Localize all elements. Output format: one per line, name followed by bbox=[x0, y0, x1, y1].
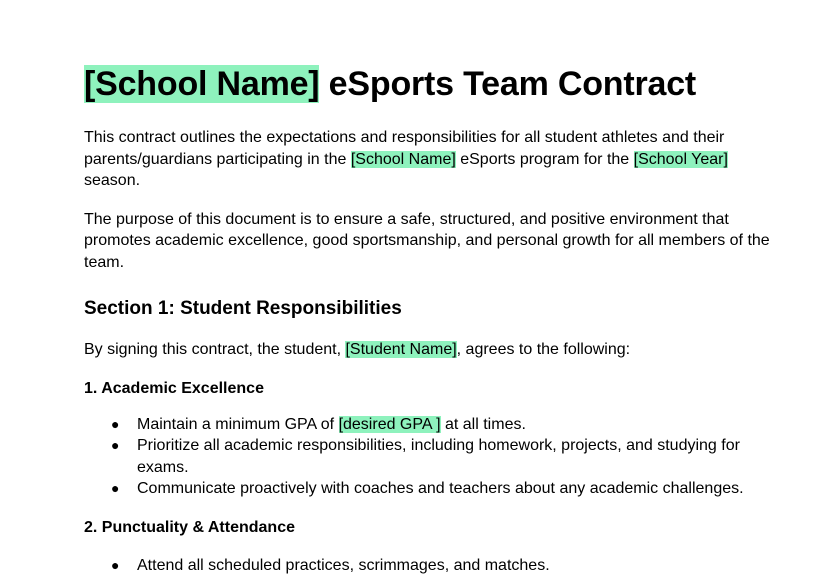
student-name-placeholder[interactable]: [Student Name] bbox=[345, 341, 456, 358]
purpose-paragraph: The purpose of this document is to ensure a safe, structured, and positive environment that promotes academic excellence, good sportsmanship, and personal growth for all members of the team. bbox=[84, 209, 784, 274]
bullet-icon: ● bbox=[111, 414, 119, 436]
list-item bbox=[84, 414, 784, 436]
list-item bbox=[84, 555, 784, 576]
intro-text-3: season. bbox=[84, 172, 140, 189]
list-item bbox=[84, 478, 784, 500]
subsection-heading-academic: 1. Academic Excellence bbox=[84, 378, 784, 399]
school-name-placeholder[interactable]: [School Name] bbox=[351, 151, 456, 168]
signing-paragraph bbox=[84, 339, 784, 361]
intro-text-2: eSports program for the bbox=[456, 151, 634, 168]
intro-text-1: This contract outlines the expectations and responsibilities for all student athletes and their parents/guardians participating in the bbox=[84, 129, 724, 168]
list-item-text: Communicate proactively with coaches and teachers about any academic challenges. bbox=[137, 480, 744, 497]
bullet-icon: ● bbox=[111, 435, 119, 457]
bullet-icon: ● bbox=[111, 555, 119, 576]
school-year-placeholder[interactable]: [School Year] bbox=[634, 151, 728, 168]
intro-paragraph bbox=[84, 127, 774, 192]
school-name-placeholder[interactable]: [School Name] bbox=[84, 65, 319, 103]
subsection-heading-punctuality: 2. Punctuality & Attendance bbox=[84, 517, 784, 538]
document-title bbox=[84, 62, 784, 106]
punctuality-list bbox=[84, 555, 784, 576]
list-item bbox=[84, 435, 784, 478]
list-item-text: at all times. bbox=[441, 416, 526, 433]
list-item-text: Maintain a minimum GPA of bbox=[137, 416, 339, 433]
list-item-text: Prioritize all academic responsibilities, including homework, projects, and studying for exams. bbox=[137, 437, 740, 476]
academic-list bbox=[84, 414, 784, 500]
signing-text-2: , agrees to the following: bbox=[457, 341, 630, 358]
signing-text-1: By signing this contract, the student, bbox=[84, 341, 345, 358]
section-heading: Section 1: Student Responsibilities bbox=[84, 296, 784, 322]
bullet-icon: ● bbox=[111, 478, 119, 500]
gpa-placeholder[interactable]: [desired GPA ] bbox=[339, 416, 441, 433]
title-text: eSports Team Contract bbox=[319, 65, 696, 103]
list-item-text: Attend all scheduled practices, scrimmages, and matches. bbox=[137, 557, 550, 574]
